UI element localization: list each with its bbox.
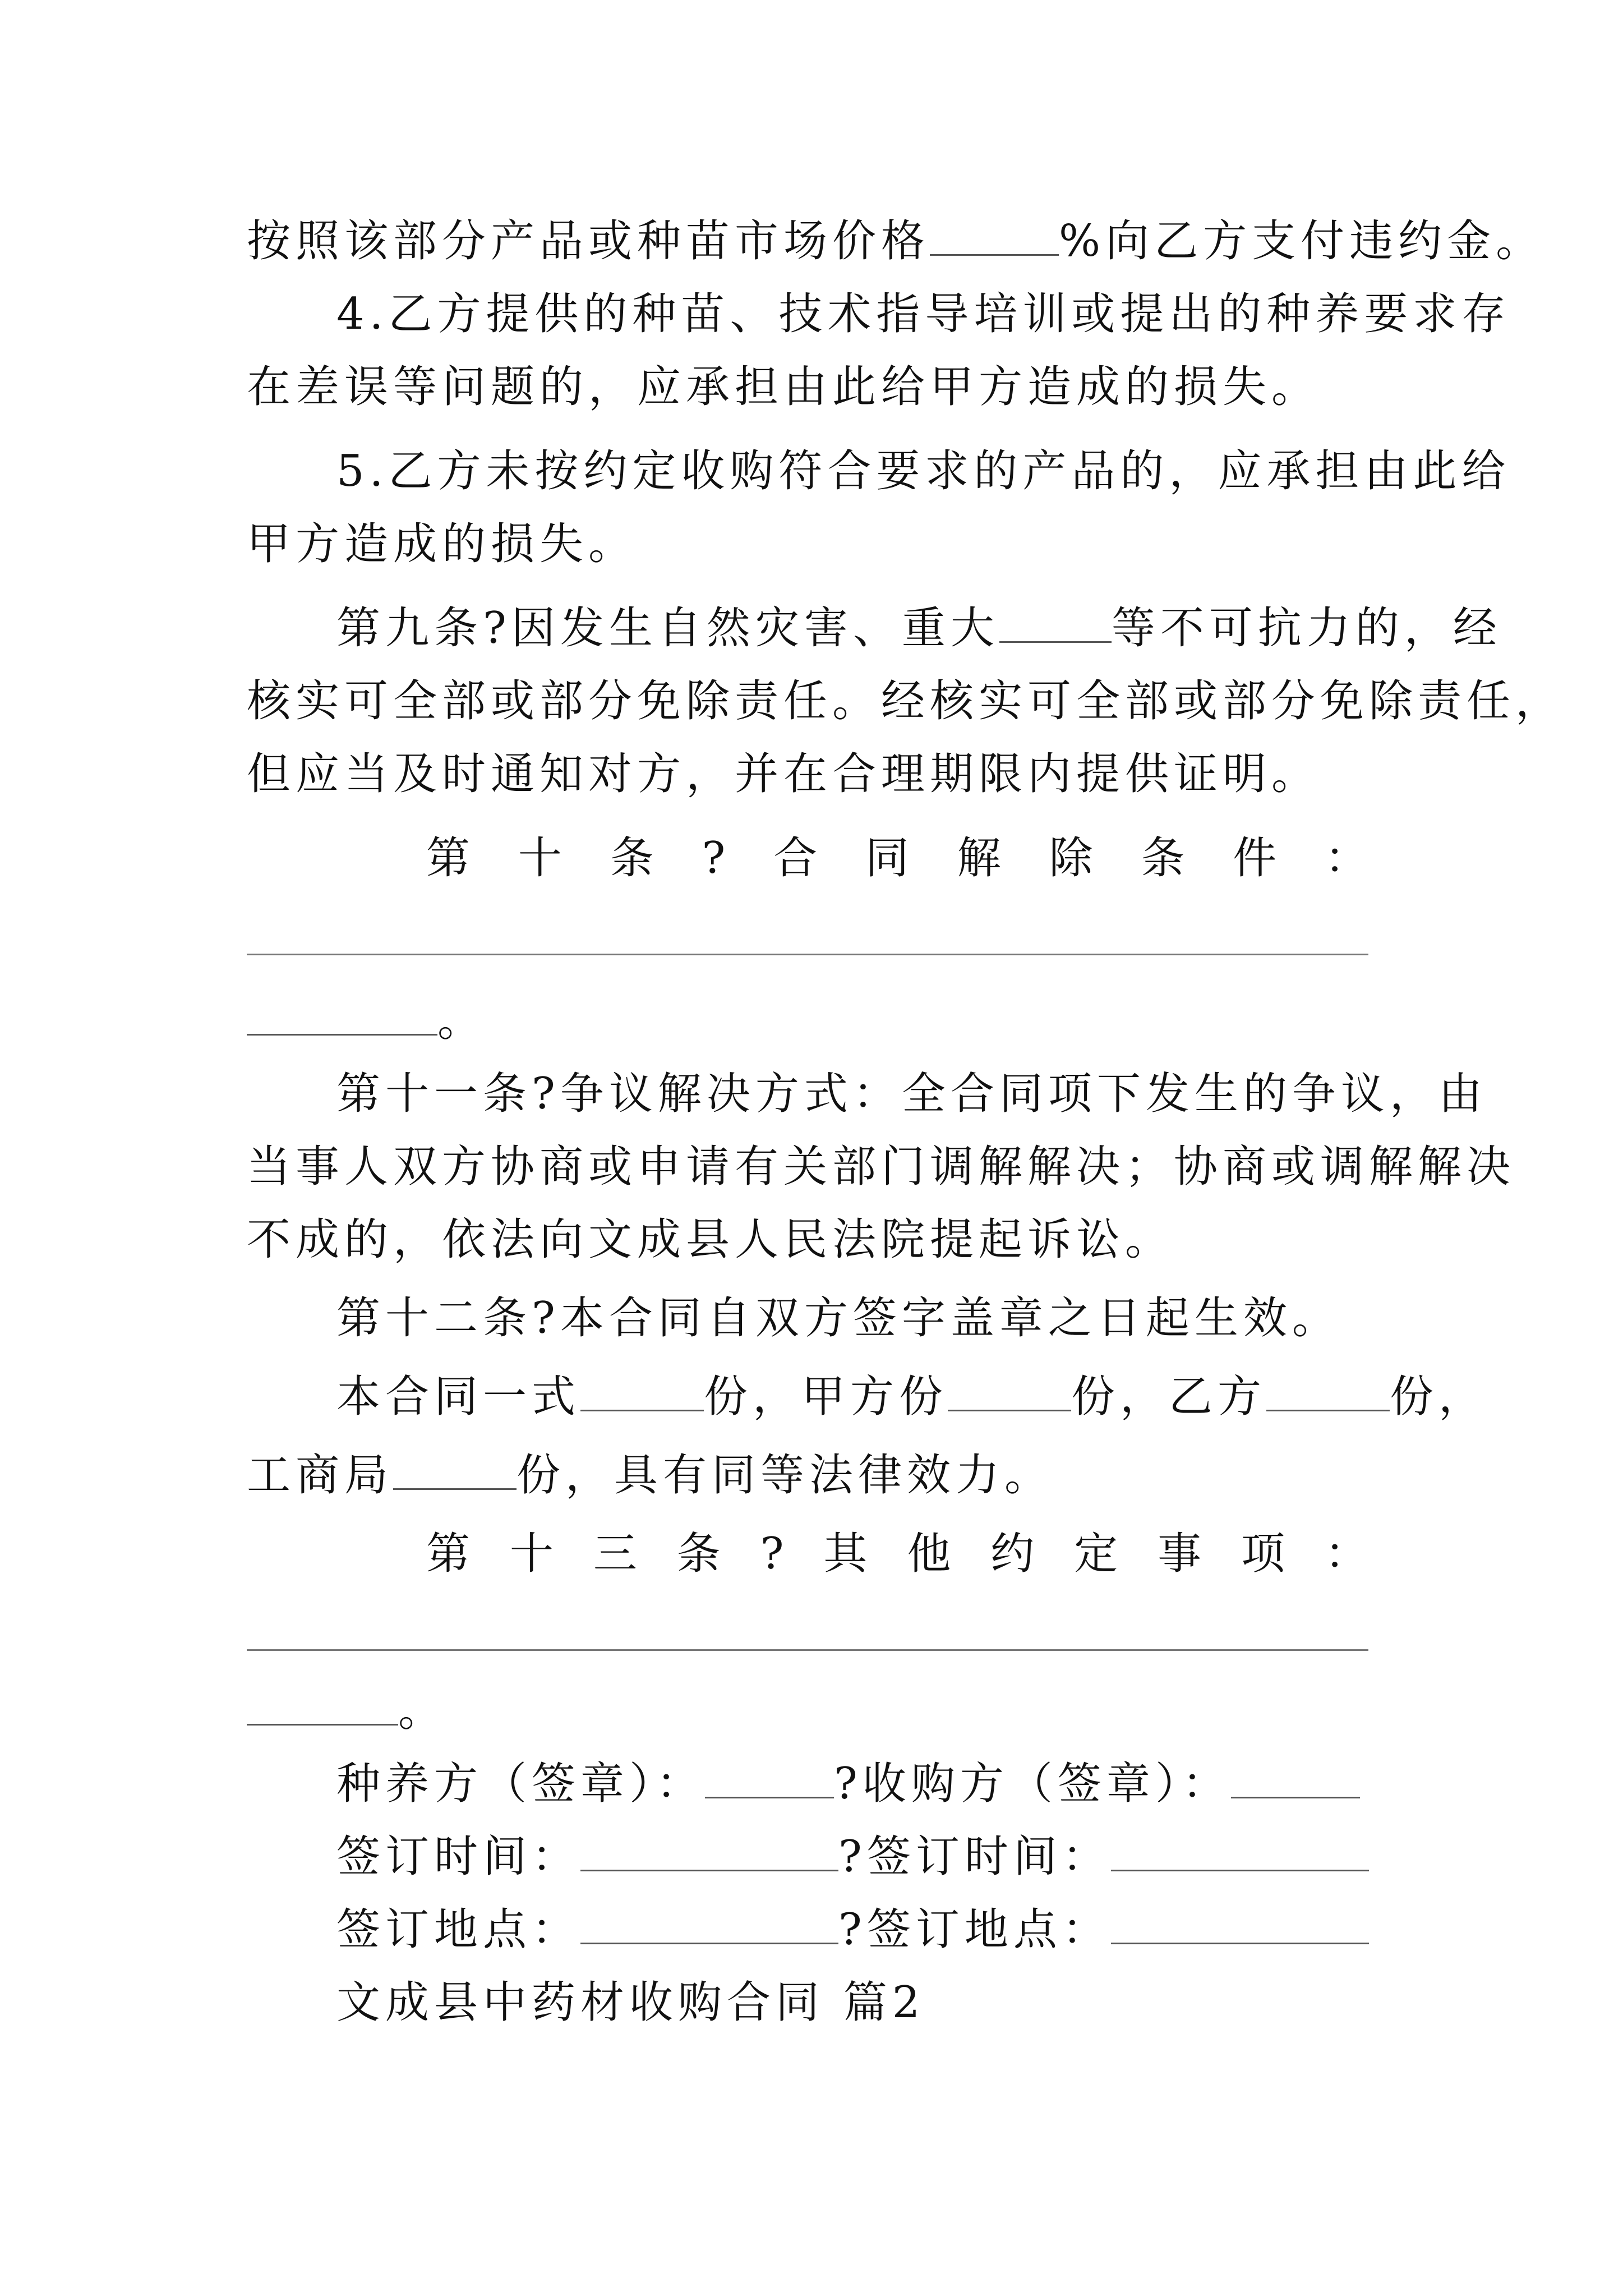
text-run: 工商局 [247,1450,394,1501]
article-11-line-1: 第十一条?争议解决方式：全合同项下发生的争议，由 [336,1069,1487,1119]
copies-line-1 [336,1369,1487,1425]
text-run: ?签订地点： [838,1904,1111,1955]
text-run: 。 [398,1686,448,1736]
heading-char: 其 [823,1529,868,1579]
text-run: 第九条?因发生自然灾害、重大 [336,603,999,654]
text-run: ?签订时间： [838,1832,1111,1882]
article-11-line-3: 不成的，依法向文成县人民法院提起诉讼。 [247,1214,1174,1265]
blank-field [948,1370,1071,1411]
text-run: 签订地点： [336,1904,581,1955]
text-run: 。 [437,996,487,1046]
clause-4-line-1: 4.乙方提供的种苗、技术指导培训或提出的种养要求存 [336,289,1511,339]
heading-char: 除 [1049,833,1093,884]
heading-char: 他 [907,1529,951,1579]
heading-char: 项 [1241,1529,1285,1579]
heading-char: 约 [990,1529,1035,1579]
copies-line-2 [247,1447,1053,1503]
heading-char: 条 [1141,833,1185,884]
text-run: 份，甲方份 [704,1372,948,1422]
heading-char: 三 [593,1529,637,1579]
article-13-tail [247,1683,447,1739]
place-field [580,1903,838,1944]
article-9-line-2: 核实可全部或部分免除责任。经核实可全部或部分免除责任， [247,676,1565,726]
paragraph-line [247,213,1544,269]
heading-char: 十 [509,1529,554,1579]
article-12: 第十二条?本合同自双方签字盖章之日起生效。 [336,1293,1341,1343]
blank-field [247,995,437,1036]
heading-char: 第 [426,1529,471,1579]
text-run: 份，乙方 [1071,1372,1267,1422]
date-field [1111,1830,1369,1871]
heading-char: 同 [865,833,909,884]
blank-field [247,1685,398,1726]
text-run: 签订时间： [336,1832,581,1882]
blank-field [580,1370,704,1411]
heading-char: 合 [773,833,818,884]
heading-char: 解 [957,833,1001,884]
text-run: 本合同一式 [336,1372,581,1422]
heading-char: ? [760,1529,784,1579]
text-run: 按照该部分产品或种苗市场价格 [247,216,930,266]
text-run: 份，具有同等法律效力。 [517,1450,1054,1501]
signing-place [336,1902,1369,1958]
heading-char: 定 [1074,1529,1118,1579]
heading-char: ? [702,833,726,884]
blank-rule [247,1649,1368,1651]
heading-char: 条 [610,833,654,884]
blank-field [930,215,1059,256]
text-run: 份， [1390,1372,1488,1422]
blank-field [999,602,1112,643]
place-field [1111,1903,1369,1944]
signing-time [336,1829,1369,1885]
article-13-heading [426,1526,1368,1582]
text-run: 等不可抗力的，经 [1111,603,1502,654]
heading-char: 十 [518,833,562,884]
heading-char: 件 [1233,833,1277,884]
clause-5-line-2: 甲方造成的损失。 [247,519,638,569]
article-10-tail [247,993,486,1049]
date-field [580,1830,838,1871]
clause-5-line-1: 5.乙方未按约定收购符合要求的产品的，应承担由此给 [336,446,1511,496]
article-9-line-3: 但应当及时通知对方，并在合理期限内提供证明。 [247,749,1321,799]
signature-field [1231,1757,1360,1798]
signature-field [705,1757,834,1798]
blank-field [393,1449,517,1490]
heading-char: ： [1324,1529,1368,1579]
article-11-line-2: 当事人双方协商或申请有关部门调解解决；协商或调解解决 [247,1142,1516,1192]
heading-char: ： [1324,833,1368,884]
article-9-line-1 [336,600,1502,656]
blank-field [1266,1370,1390,1411]
signature-parties [336,1756,1360,1812]
blank-rule [247,954,1368,955]
text-run: ?收购方（签章）： [834,1759,1231,1809]
heading-char: 事 [1158,1529,1202,1579]
article-10-heading [426,830,1368,886]
clause-4-line-2: 在差误等问题的，应承担由此给甲方造成的损失。 [247,362,1321,412]
heading-char: 第 [426,833,471,884]
text-run: %向乙方支付违约金。 [1059,216,1545,266]
text-run: 种养方（签章）： [336,1759,706,1809]
next-section-title: 文成县中药材收购合同 篇2 [336,1977,925,2028]
heading-char: 条 [676,1529,721,1579]
